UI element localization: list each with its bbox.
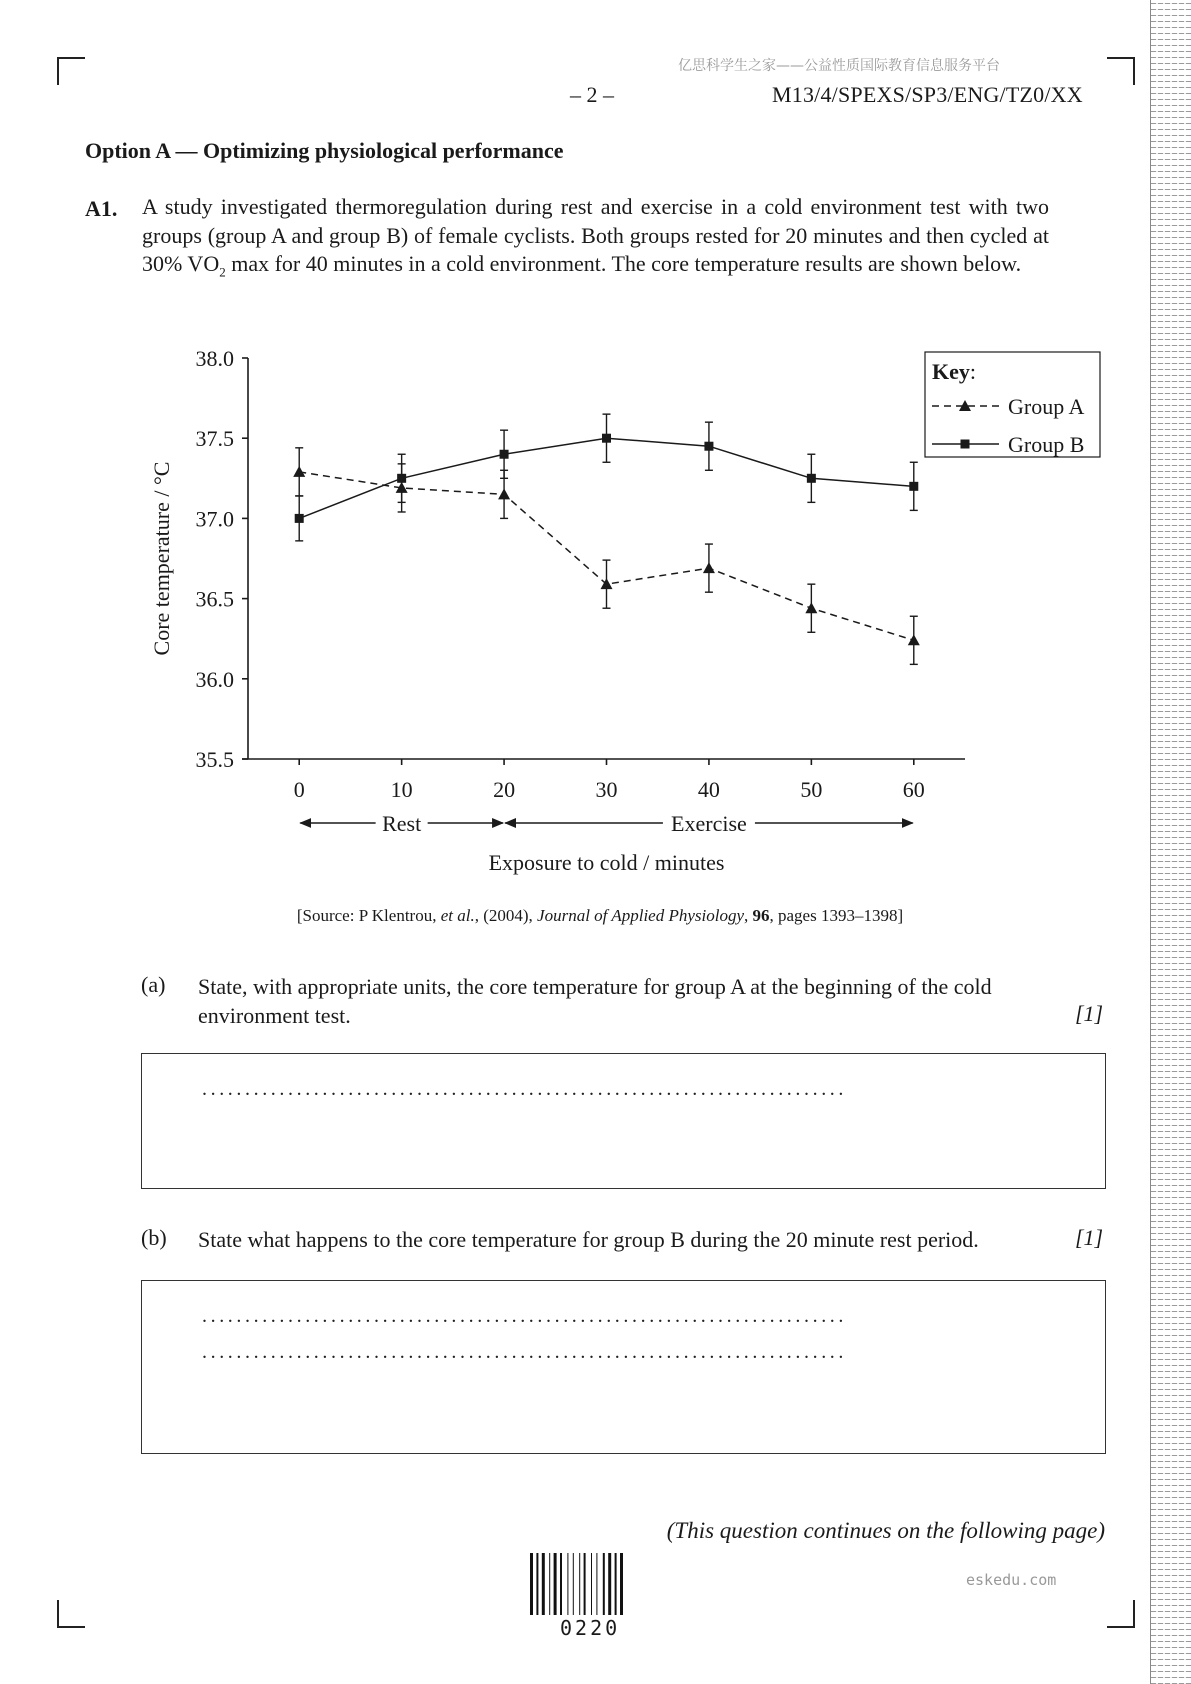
source-prefix: [Source: P Klentrou, <box>296 906 441 925</box>
phase-label-rest: Rest <box>382 811 422 836</box>
barcode-bar <box>554 1553 557 1615</box>
continues-note: (This question continues on the following page) <box>666 1518 1105 1543</box>
crop-mark-top-right <box>1107 57 1135 85</box>
question-intro-part1: A study investigated thermoregulation during rest and exercise in a cold environment test with two groups (group A and group B) of female cyclists. Both groups rested for 20 minutes and then cycled at 30% VO <box>142 194 1049 276</box>
barcode-bar <box>567 1553 568 1615</box>
part-b-dot-line-2: ........................................................................... <box>202 1341 847 1363</box>
y-tick-label: 36.0 <box>195 666 234 692</box>
phase-label-exercise: Exercise <box>671 811 747 836</box>
part-b-dot-line-1: ........................................................................... <box>202 1305 847 1327</box>
group-b-point <box>807 474 816 483</box>
barcode-bar <box>530 1553 533 1615</box>
barcode-bar <box>603 1553 605 1615</box>
barcode-bar <box>542 1553 545 1615</box>
barcode-bar <box>549 1553 550 1615</box>
page-edge-strip <box>1150 0 1191 1684</box>
source-volume: 96 <box>752 906 770 925</box>
barcode-bar <box>584 1553 586 1615</box>
barcode-bar <box>560 1553 562 1615</box>
source-middle: , (2004), <box>474 906 538 925</box>
source-suffix: , pages 1393–1398] <box>769 906 904 925</box>
x-tick-label: 30 <box>595 777 618 802</box>
group-a-line <box>299 472 914 640</box>
crop-mark-bottom-right <box>1107 1600 1135 1628</box>
source-journal: Journal of Applied Physiology <box>537 906 745 925</box>
part-b-label: (b) <box>141 1225 167 1250</box>
barcode <box>530 1553 664 1615</box>
group-b-point <box>909 482 918 491</box>
group-b-point <box>397 474 406 483</box>
part-a-answer-box[interactable] <box>141 1053 1106 1189</box>
barcode-bar <box>591 1553 592 1615</box>
x-axis-label: Exposure to cold / minutes <box>488 850 725 875</box>
source-citation <box>150 906 1050 926</box>
part-b-text: State what happens to the core temperature for group B during the 20 minute rest period. <box>198 1227 979 1252</box>
crop-mark-bottom-left <box>57 1600 85 1628</box>
question-intro-subscript: 2 <box>219 264 226 280</box>
barcode-bar <box>608 1553 611 1615</box>
barcode-bar <box>596 1553 597 1615</box>
legend-group-a-label: Group A <box>1008 394 1085 419</box>
core-temperature-chart <box>140 340 1120 880</box>
page-number: – 2 – <box>570 82 614 107</box>
x-tick-label: 40 <box>697 777 720 802</box>
group-b-point <box>602 434 611 443</box>
barcode-bar <box>536 1553 538 1615</box>
crop-mark-top-left <box>57 57 85 85</box>
y-tick-label: 37.0 <box>195 506 234 532</box>
barcode-bar <box>620 1553 623 1615</box>
part-b-answer-box[interactable] <box>141 1280 1106 1454</box>
group-a-point <box>498 488 510 499</box>
legend-group-b-label: Group B <box>1008 432 1085 457</box>
legend-title <box>932 359 976 384</box>
legend-title-key: Key <box>932 359 970 384</box>
x-tick-label: 60 <box>902 777 925 802</box>
y-tick-label: 37.5 <box>195 426 234 452</box>
barcode-bar <box>573 1553 574 1615</box>
option-title: Option A — Optimizing physiological performance <box>85 138 564 163</box>
barcode-number: 0220 <box>560 1616 621 1640</box>
y-tick-label: 36.5 <box>195 586 234 612</box>
part-a-marks: [1] <box>1075 1001 1104 1026</box>
legend-title-colon: : <box>969 359 977 384</box>
x-tick-label: 20 <box>493 777 516 802</box>
part-b-marks: [1] <box>1075 1225 1104 1250</box>
group-b-point <box>704 442 713 451</box>
watermark-text: 亿思科学生之家——公益性质国际教育信息服务平台 <box>678 58 1000 74</box>
group-a-point <box>805 602 817 613</box>
paper-code: M13/4/SPEXS/SP3/ENG/TZ0/XX <box>772 82 1083 107</box>
group-a-point <box>293 466 305 477</box>
question-number: A1. <box>85 196 118 221</box>
group-b-point <box>500 450 509 459</box>
group-a-point <box>703 562 715 573</box>
barcode-bar <box>579 1553 580 1615</box>
site-watermark: eskedu.com <box>966 1571 1057 1589</box>
x-tick-label: 50 <box>800 777 823 802</box>
part-a-label: (a) <box>141 972 166 997</box>
x-tick-label: 10 <box>390 777 413 802</box>
part-a-dot-line: ........................................................................... <box>202 1078 847 1100</box>
question-intro-part2: max for 40 minutes in a cold environment. The core temperature results are shown below. <box>225 251 1022 276</box>
barcode-bar <box>615 1553 617 1615</box>
group-b-point <box>295 514 304 523</box>
x-tick-label: 0 <box>293 777 305 802</box>
part-a-text: State, with appropriate units, the core temperature for group A at the beginning of the cold environment test. <box>198 974 992 1028</box>
source-etal: et al. <box>440 906 475 925</box>
y-tick-label: 38.0 <box>195 346 234 371</box>
legend-group-b-marker <box>961 440 970 449</box>
source-comma: , <box>744 906 753 925</box>
question-intro <box>142 193 1049 287</box>
y-axis-label: Core temperature / °C <box>149 461 174 656</box>
y-tick-label: 35.5 <box>195 747 234 772</box>
group-a-point <box>908 634 920 645</box>
